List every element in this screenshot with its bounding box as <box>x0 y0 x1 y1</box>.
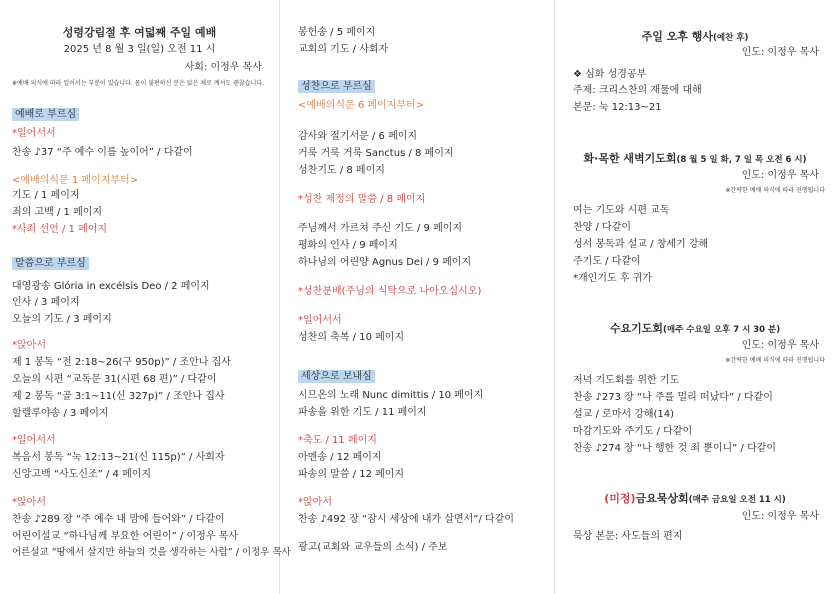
ritual-note: <예배의식문 6 페이지부터> <box>298 100 425 111</box>
tbd-tag: (미정) <box>604 492 636 505</box>
liturgy-item: 거룩 거룩 거룩 Sanctus / 8 페이지 <box>298 148 454 159</box>
dawn-subtitle: (8 월 5 일 화, 7 일 목 오전 6 시) <box>676 155 807 165</box>
liturgy-item: 성찬의 축복 / 10 페이지 <box>298 332 405 343</box>
section-label: 예배로 부르심 <box>12 108 79 121</box>
liturgy-item: 시므온의 노래 Nunc dimittis / 10 페이지 <box>298 390 484 401</box>
hymn-item: 찬송 ♪37 “주 예수 이름 높이어” / 다같이 <box>12 147 193 158</box>
meditation-text: 묵상 본문: 사도들의 편지 <box>573 531 683 542</box>
ritual-note: <예배의식문 1 페이지부터> <box>12 175 139 186</box>
dawn-note: ※간략한 예배 의식에 따라 진행됩니다 <box>725 187 825 194</box>
liturgy-item: 주님께서 가르쳐 주신 기도 / 9 페이지 <box>298 223 463 234</box>
liturgy-item: 파송의 말씀 / 12 페이지 <box>298 469 405 480</box>
stand-instruction: *일어서서 <box>12 128 56 139</box>
presider: 사회: 이정우 목사 <box>184 62 262 73</box>
bible-study-heading: ❖ 심화 성경공부 <box>573 69 647 80</box>
liturgy-item: 기도 / 1 페이지 <box>12 190 80 201</box>
wed-subtitle: (매주 수요일 오후 7 시 30 분) <box>662 325 781 335</box>
sit-instruction: *앉아서 <box>12 340 46 351</box>
liturgy-item: 주기도 / 다같이 <box>573 256 641 267</box>
fri-title-text: 금요묵상회 <box>635 492 689 505</box>
liturgy-item: *축도 / 11 페이지 <box>298 435 377 446</box>
liturgy-item: 파송을 위한 기도 / 11 페이지 <box>298 407 427 418</box>
friday-meditation-title <box>555 492 835 507</box>
dawn-title-text: 화·목한 새벽기도회 <box>583 152 677 165</box>
liturgy-item: 교회의 기도 / 사회자 <box>298 44 389 55</box>
liturgy-item: 아멘송 / 12 페이지 <box>298 452 382 463</box>
section-sending <box>298 370 375 384</box>
leader: 인도: 이정우 목사 <box>741 170 819 181</box>
section-label: 세상으로 보내심 <box>298 370 375 383</box>
stand-instruction: *일어서서 <box>12 435 56 446</box>
liturgy-item: 찬양 / 다같이 <box>573 222 632 233</box>
hymn-item: 찬송 ♪274 장 “나 행한 것 죄 뿐이니” / 다같이 <box>573 443 777 454</box>
liturgy-item: 할렐루야송 / 3 페이지 <box>12 408 109 419</box>
liturgy-item: 설교 / 로마서 강해(14) <box>573 409 675 420</box>
afternoon-title-text: 주일 오후 행사 <box>641 30 714 43</box>
liturgy-item: *사죄 선언 / 1 페이지 <box>12 224 108 235</box>
adult-sermon: 어른설교 “땅에서 살지만 하늘의 것을 생각하는 사람” / 이정우 목사 <box>12 547 291 558</box>
left-panel <box>0 0 291 594</box>
study-topic: 주제: 크리스찬의 재물에 대해 <box>573 85 702 96</box>
middle-panel <box>280 0 554 594</box>
liturgy-item: 감사와 절기서문 / 6 페이지 <box>298 131 418 142</box>
kids-sermon: 어린이설교 “하나님께 부요한 어린이” / 이정우 목사 <box>12 531 239 542</box>
liturgy-item: 인사 / 3 페이지 <box>12 297 80 308</box>
liturgy-item: 성찬기도 / 8 페이지 <box>298 165 385 176</box>
service-date: 2025 년 8 월 3 일(일) 오전 11 시 <box>63 44 216 55</box>
wed-note: ※간략한 예배 의식에 따라 진행됩니다 <box>725 357 825 364</box>
liturgy-item: 저녁 기도회를 위한 기도 <box>573 375 680 386</box>
liturgy-item: 여는 기도와 시편 교독 <box>573 205 670 216</box>
section-call-to-worship <box>12 108 79 122</box>
liturgy-item: 대영광송 Glória in excélsis Deo / 2 페이지 <box>12 281 210 292</box>
hymn-item: 찬송 ♪273 장 “나 주를 멀리 떠났다” / 다같이 <box>573 392 773 403</box>
sit-instruction: *앉아서 <box>298 497 332 508</box>
service-title: 성령강림절 후 여덟째 주일 예배 <box>62 26 217 39</box>
liturgy-item: 하나님의 어린양 Agnus Dei / 9 페이지 <box>298 257 472 268</box>
liturgy-item: 죄의 고백 / 1 페이지 <box>12 207 103 218</box>
announcements: 광고(교회와 교우들의 소식) / 주보 <box>298 542 448 553</box>
wed-title-text: 수요기도회 <box>609 322 663 335</box>
liturgy-item: 제 1 봉독 “전 2:18~26(구 950p)” / 조안나 집사 <box>12 357 231 368</box>
liturgy-item: 오늘의 시편 “교독문 31(시편 68 편)” / 다같이 <box>12 374 217 385</box>
section-word <box>12 257 89 271</box>
liturgy-item: *성찬 제정의 말씀 / 8 페이지 <box>298 194 426 205</box>
liturgy-item: 성서 봉독과 설교 / 창세기 강해 <box>573 239 709 250</box>
section-label: 말씀으로 부르심 <box>12 257 89 270</box>
notice: ※예배 의식에 따라 일어서는 부분이 있습니다. 몸이 불편하신 분은 앉은 채로 계셔도 괜찮습니다. <box>12 80 264 87</box>
study-text: 본문: 눅 12:13~21 <box>573 102 662 113</box>
right-panel <box>555 0 835 594</box>
dawn-prayer-title <box>555 152 835 167</box>
stand-instruction: *일어서서 <box>298 315 342 326</box>
hymn-item: 찬송 ♪289 장 “주 예수 내 맘에 들어와” / 다같이 <box>12 514 225 525</box>
afternoon-title <box>555 30 835 45</box>
liturgy-item: 평화의 인사 / 9 페이지 <box>298 240 398 251</box>
afternoon-subtitle: (예찬 후) <box>713 33 749 43</box>
section-label: 성찬으로 부르심 <box>298 80 375 93</box>
hymn-item: 찬송 ♪492 장 “잠시 세상에 내가 살면서”/ 다같이 <box>298 514 515 525</box>
section-sacrament <box>298 80 375 94</box>
liturgy-item: 오늘의 기도 / 3 페이지 <box>12 314 112 325</box>
liturgy-item: 제 2 봉독 “골 3:1~11(신 327p)” / 조안나 집사 <box>12 391 225 402</box>
leader: 인도: 이정우 목사 <box>741 340 819 351</box>
liturgy-item: 복음서 봉독 “눅 12:13~21(신 115p)” / 사회자 <box>12 452 225 463</box>
liturgy-item: *개인기도 후 귀가 <box>573 273 652 284</box>
sit-instruction: *앉아서 <box>12 497 46 508</box>
wednesday-prayer-title <box>555 322 835 337</box>
fri-subtitle: (매주 금요일 오전 11 시) <box>688 495 786 505</box>
liturgy-item: *성찬분배(주님의 식탁으로 나아오십시오) <box>298 286 482 297</box>
leader: 인도: 이정우 목사 <box>741 47 819 58</box>
liturgy-item: 마감기도와 주기도 / 다같이 <box>573 426 693 437</box>
liturgy-item: 신앙고백 “사도신조” / 4 페이지 <box>12 469 152 480</box>
liturgy-item: 봉헌송 / 5 페이지 <box>298 27 376 38</box>
leader: 인도: 이정우 목사 <box>741 511 819 522</box>
